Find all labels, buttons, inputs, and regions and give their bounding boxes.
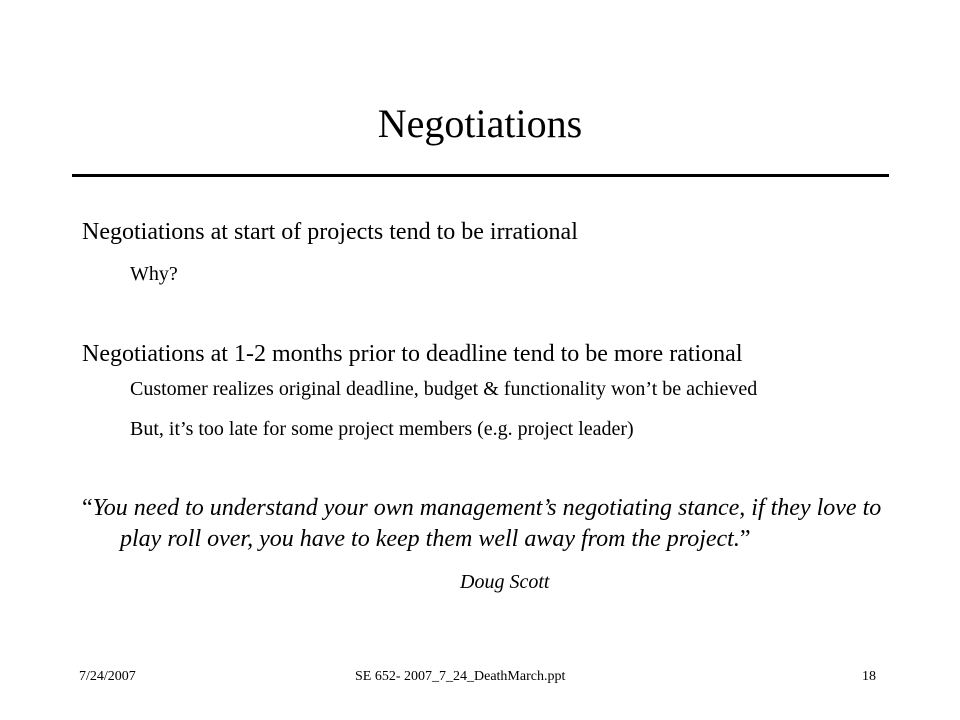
sub-bullet-customer-realizes: Customer realizes original deadline, budget & functionality won’t be achieved: [130, 378, 758, 400]
slide-title: Negotiations: [377, 101, 583, 146]
quote-open-mark: “: [82, 495, 93, 521]
title-divider: [72, 174, 889, 177]
footer-page-number: 18: [862, 669, 876, 684]
quote-author: Doug Scott: [460, 571, 550, 593]
footer-date: 7/24/2007: [79, 669, 136, 684]
quote: [82, 493, 897, 555]
bullet-irrational: Negotiations at start of projects tend to be irrational: [82, 219, 578, 245]
sub-bullet-too-late: But, it’s too late for some project members (e.g. project leader): [130, 418, 634, 440]
quote-text: You need to understand your own management’s negotiating stance, if they love to play roll over, you have to keep them well away from the project.: [92, 495, 882, 552]
footer-filename: SE 652- 2007_7_24_DeathMarch.ppt: [355, 669, 566, 684]
quote-close-mark: ”: [739, 526, 751, 552]
bullet-rational: Negotiations at 1-2 months prior to deadline tend to be more rational: [82, 341, 743, 367]
sub-bullet-why: Why?: [130, 263, 178, 285]
